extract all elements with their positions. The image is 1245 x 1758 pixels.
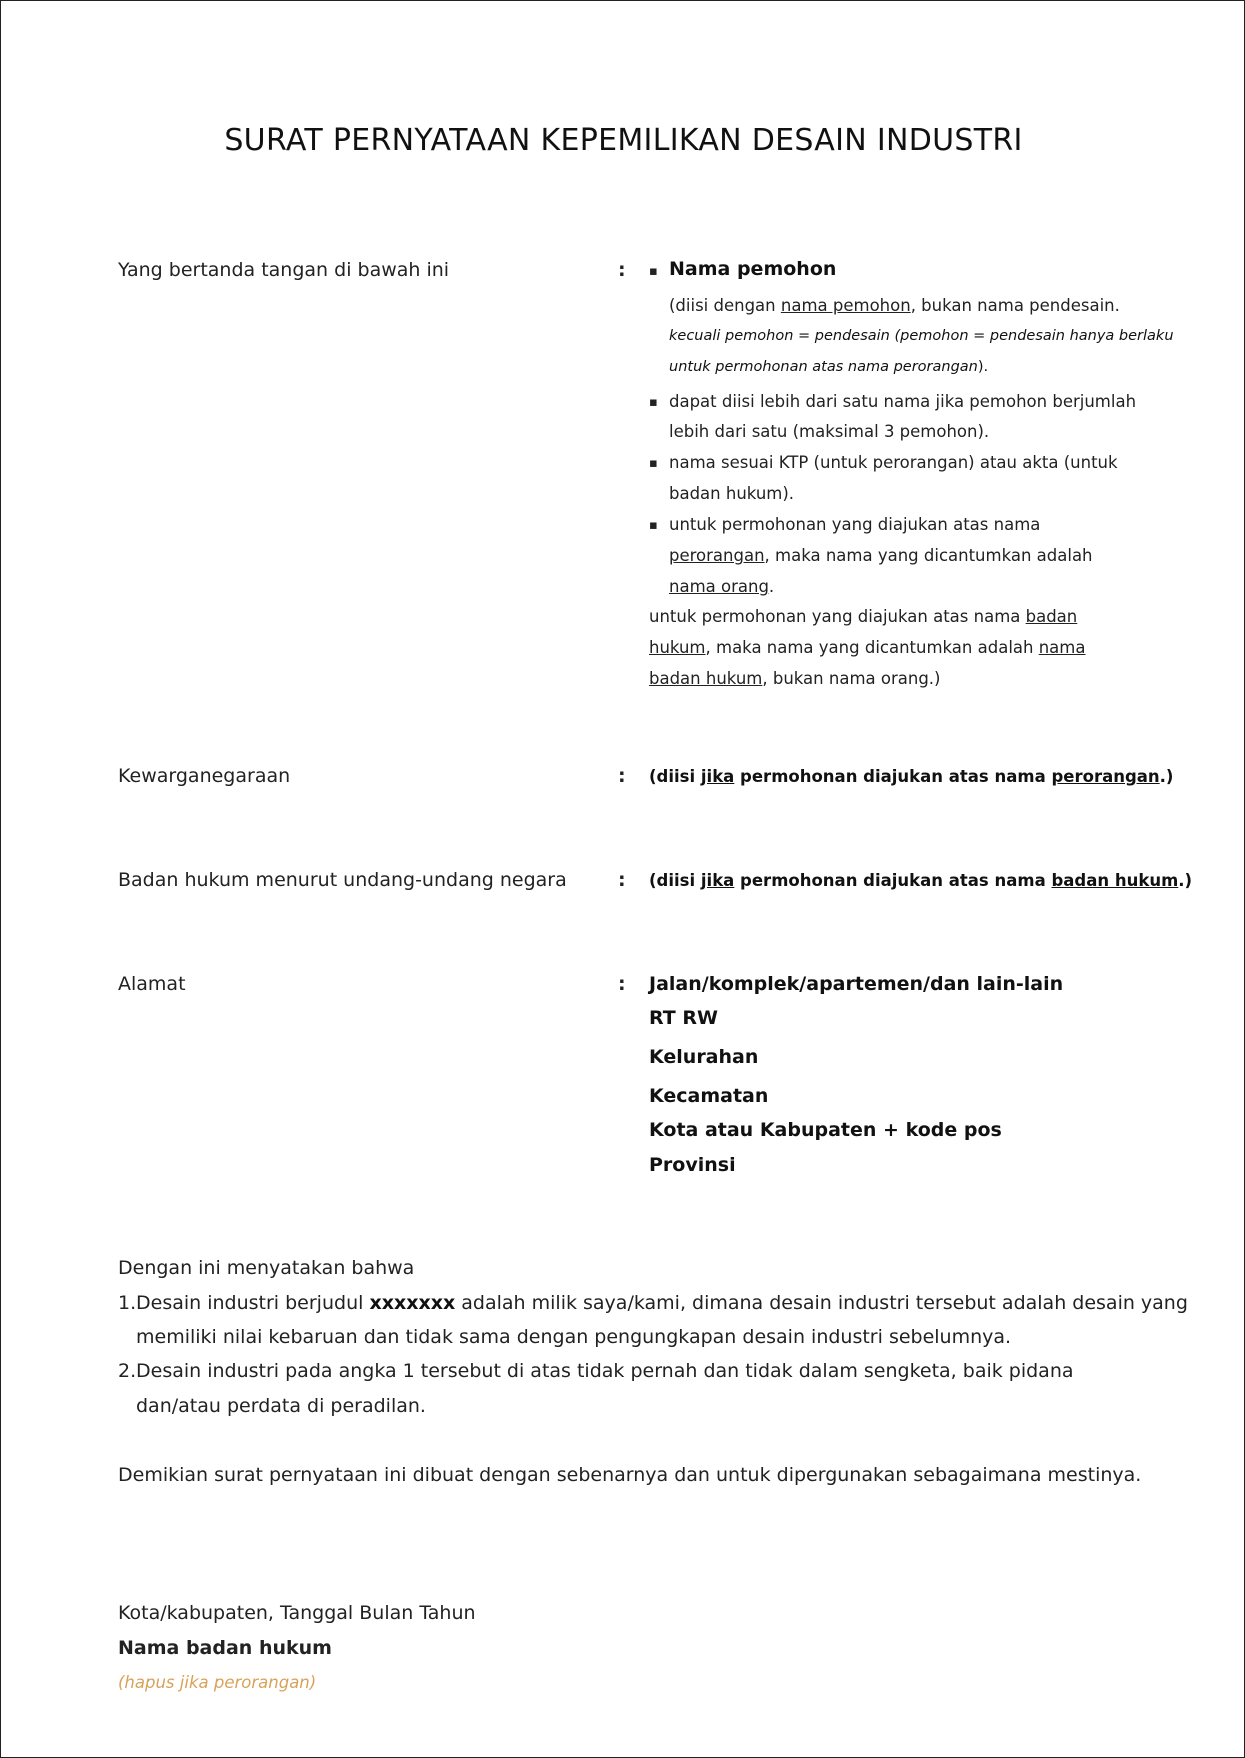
bullet-3: ▪ xyxy=(649,456,658,471)
statement-number-1: 1. xyxy=(118,1292,137,1314)
document-title: SURAT PERNYATAAN KEPEMILIKAN DESAIN INDUSTRI xyxy=(224,123,1023,158)
alamat-line-5: Kota atau Kabupaten + kode pos xyxy=(649,1119,1002,1141)
alamat-label: Alamat xyxy=(118,973,186,995)
statement-1-line-1: Desain industri berjudul xxxxxxx adalah milik saya/kami, dimana desain industri tersebut adalah desain yang xyxy=(136,1292,1188,1314)
kewarganegaraan-label: Kewarganegaraan xyxy=(118,765,291,787)
alamat-line-2: RT RW xyxy=(649,1007,718,1029)
bullet-4: ▪ xyxy=(649,518,658,533)
bullet-3-line-2: badan hukum). xyxy=(669,484,795,503)
bullet-4-line-2: perorangan, maka nama yang dicantumkan adalah xyxy=(669,546,1093,565)
statement-closing: Demikian surat pernyataan ini dibuat dengan sebenarnya dan untuk dipergunakan sebagaimana mestinya. xyxy=(118,1464,1142,1486)
signature-name: Nama badan hukum xyxy=(118,1637,332,1659)
statement-2-line-1: Desain industri pada angka 1 tersebut di atas tidak pernah dan tidak dalam sengketa, baik pidana xyxy=(136,1360,1074,1382)
kewarganegaraan-value: (diisi jika permohonan diajukan atas nama perorangan.) xyxy=(649,767,1174,786)
nama-pemohon: Nama pemohon xyxy=(669,258,837,280)
badan-hukum-colon: : xyxy=(618,869,626,891)
alamat-colon: : xyxy=(618,973,626,995)
bullet-4-line-3: nama orang. xyxy=(669,577,775,596)
bullet-1: ▪ xyxy=(649,264,658,279)
signer-note-5-line-2: hukum, maka nama yang dicantumkan adalah nama xyxy=(649,638,1086,657)
badan-hukum-label: Badan hukum menurut undang-undang negara xyxy=(118,869,567,891)
statement-intro: Dengan ini menyatakan bahwa xyxy=(118,1257,415,1279)
statement-1-line-2: memiliki nilai kebaruan dan tidak sama dengan pengungkapan desain industri sebelumnya. xyxy=(136,1326,1012,1348)
statement-number-2: 2. xyxy=(118,1360,137,1382)
bullet-2-line-2: lebih dari satu (maksimal 3 pemohon). xyxy=(669,422,990,441)
bullet-3-line-1: nama sesuai KTP (untuk perorangan) atau akta (untuk xyxy=(669,453,1118,472)
signature-note: (hapus jika perorangan) xyxy=(118,1673,317,1692)
signer-note-italic-1: kecuali pemohon = pendesain (pemohon = pendesain hanya berlaku xyxy=(669,328,1174,344)
signer-colon: : xyxy=(618,259,626,281)
signer-note-1: (diisi dengan nama pemohon, bukan nama pendesain. xyxy=(669,296,1120,315)
bullet-2: ▪ xyxy=(649,395,658,410)
bullet-2-line-1: dapat diisi lebih dari satu nama jika pemohon berjumlah xyxy=(669,392,1137,411)
signer-note-5-line-1: untuk permohonan yang diajukan atas nama badan xyxy=(649,607,1078,626)
alamat-line-3: Kelurahan xyxy=(649,1046,759,1068)
signature-place-date: Kota/kabupaten, Tanggal Bulan Tahun xyxy=(118,1602,476,1624)
badan-hukum-value: (diisi jika permohonan diajukan atas nama badan hukum.) xyxy=(649,871,1193,890)
signer-label: Yang bertanda tangan di bawah ini xyxy=(118,259,450,281)
bullet-4-line-1: untuk permohonan yang diajukan atas nama xyxy=(669,515,1041,534)
signer-note-italic-2: untuk permohonan atas nama perorangan). xyxy=(669,359,989,375)
alamat-line-1: Jalan/komplek/apartemen/dan lain-lain xyxy=(649,973,1064,995)
alamat-line-6: Provinsi xyxy=(649,1154,736,1176)
alamat-line-4: Kecamatan xyxy=(649,1085,769,1107)
signer-note-5-line-3: badan hukum, bukan nama orang.) xyxy=(649,669,941,688)
statement-2-line-2: dan/atau perdata di peradilan. xyxy=(136,1395,426,1417)
kewarganegaraan-colon: : xyxy=(618,765,626,787)
